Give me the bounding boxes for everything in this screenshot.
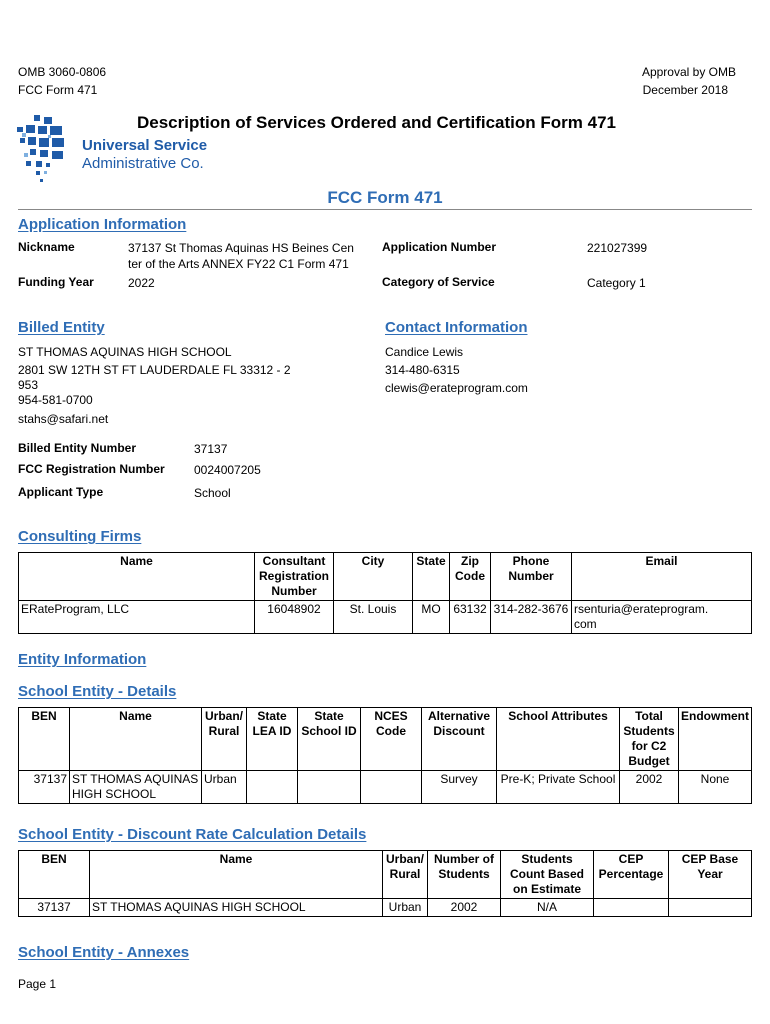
- cell-students-count-estimate: N/A: [501, 899, 594, 917]
- discount-rate-table: [18, 850, 752, 917]
- cell-name: ST THOMAS AQUINAS HIGH SCHOOL: [90, 899, 383, 917]
- cell-crn: 16048902: [255, 601, 334, 634]
- col-cep-percentage: [594, 851, 669, 899]
- funding-year-label: Funding Year: [18, 275, 94, 289]
- cell-name-line1: ST THOMAS AQUINAS: [72, 772, 199, 786]
- cell-cep-percentage: [594, 899, 669, 917]
- col-students-count-estimate: [501, 851, 594, 899]
- cell-nces-code: [361, 771, 422, 804]
- col-city: City: [334, 553, 413, 601]
- cell-school-attributes: Pre-K; Private School: [497, 771, 620, 804]
- col-crn-line1: Consultant: [262, 554, 326, 568]
- omb-number: OMB 3060-0806: [18, 65, 107, 79]
- cell-name: ERateProgram, LLC: [19, 601, 255, 634]
- table-header-row: [19, 553, 752, 601]
- cell-state: MO: [413, 601, 450, 634]
- table-header-row: [19, 851, 752, 899]
- col-urban-line1: Urban/: [385, 852, 424, 866]
- col-sid-line2: School ID: [301, 724, 357, 738]
- col-cnt-line1: Students: [521, 852, 573, 866]
- col-crn-line3: Number: [271, 584, 317, 598]
- page-number: Page 1: [18, 977, 57, 991]
- nickname-label: Nickname: [18, 240, 75, 254]
- cell-phone: 314-282-3676: [491, 601, 572, 634]
- col-number-of-students: [428, 851, 501, 899]
- nickname-value-line2: ter of the Arts ANNEX FY22 C1 Form 471: [128, 257, 349, 271]
- applicant-type-label: Applicant Type: [18, 485, 104, 499]
- frn-label: FCC Registration Number: [18, 462, 165, 476]
- col-name: Name: [70, 708, 202, 771]
- section-application-information: Application Information: [18, 216, 187, 233]
- contact-name: Candice Lewis: [385, 345, 464, 359]
- section-contact-information: Contact Information: [385, 319, 528, 336]
- category-label: Category of Service: [382, 275, 495, 289]
- col-nces-line2: Code: [376, 724, 406, 738]
- nickname-value-line1: 37137 St Thomas Aquinas HS Beines Cen: [128, 241, 354, 255]
- cell-name: [70, 771, 202, 804]
- section-entity-information: Entity Information: [18, 651, 147, 668]
- cell-number-of-students: 2002: [428, 899, 501, 917]
- cell-name-line2: HIGH SCHOOL: [72, 787, 157, 801]
- col-ben: BEN: [19, 708, 70, 771]
- table-header-row: [19, 708, 752, 771]
- col-zip-line1: Zip: [461, 554, 479, 568]
- applicant-type-value: School: [194, 486, 231, 500]
- form-number: FCC Form 471: [18, 83, 98, 97]
- col-alt-line1: Alternative: [427, 709, 491, 723]
- approval-date: December 2018: [642, 83, 728, 97]
- cell-alternative-discount: Survey: [422, 771, 497, 804]
- cell-city: St. Louis: [334, 601, 413, 634]
- col-cep-line1: CEP: [618, 852, 644, 866]
- table-row: [19, 899, 752, 917]
- col-cepb-line2: Year: [697, 867, 723, 881]
- col-name: Name: [90, 851, 383, 899]
- col-cepb-line1: CEP Base: [681, 852, 739, 866]
- frn-value: 0024007205: [194, 463, 261, 477]
- cell-state-lea-id: [247, 771, 298, 804]
- col-ben: BEN: [19, 851, 90, 899]
- billed-entity-address-line2: 953: [18, 378, 39, 392]
- section-school-entity-details: School Entity - Details: [18, 683, 177, 700]
- ben-value: 37137: [194, 442, 228, 456]
- col-sid-line1: State: [314, 709, 344, 723]
- table-row: [19, 771, 752, 804]
- logo-line1: Universal Service: [82, 137, 208, 154]
- col-lea-line2: LEA ID: [252, 724, 292, 738]
- usac-logo-mark: [14, 113, 84, 187]
- col-total-line3: for C2: [631, 739, 667, 753]
- col-num-line1: Number of: [434, 852, 494, 866]
- billed-entity-name: ST THOMAS AQUINAS HIGH SCHOOL: [18, 345, 232, 359]
- ben-label: Billed Entity Number: [18, 441, 137, 455]
- cell-email-line2: com: [574, 617, 597, 631]
- col-phone-line2: Number: [508, 569, 554, 583]
- col-num-line2: Students: [438, 867, 490, 881]
- col-nces-code: [361, 708, 422, 771]
- cell-state-school-id: [298, 771, 361, 804]
- cell-zip: 63132: [450, 601, 491, 634]
- approval-label: Approval by OMB: [641, 65, 736, 79]
- cell-ben: 37137: [19, 771, 70, 804]
- col-cnt-line2: Count Based: [509, 867, 584, 881]
- col-total-line1: Total: [635, 709, 663, 723]
- logo-line2: Administrative Co.: [82, 155, 204, 172]
- cell-urban-rural: Urban: [383, 899, 428, 917]
- col-name: Name: [19, 553, 255, 601]
- col-crn-line2: Registration: [258, 569, 329, 583]
- col-phone-line1: Phone: [512, 554, 550, 568]
- col-nces-line1: NCES: [374, 709, 408, 723]
- application-number-label: Application Number: [382, 240, 497, 254]
- col-urban-line2: Rural: [208, 724, 240, 738]
- col-urban-line2: Rural: [389, 867, 421, 881]
- col-state-lea-id: [247, 708, 298, 771]
- category-value: Category 1: [587, 276, 646, 290]
- col-cep-base-year: [669, 851, 752, 899]
- section-consulting-firms: Consulting Firms: [18, 528, 142, 545]
- col-total-line4: Budget: [628, 754, 670, 768]
- school-details-table: [18, 707, 752, 804]
- col-total-students: [620, 708, 679, 771]
- billed-entity-email: stahs@safari.net: [18, 412, 109, 426]
- col-alternative-discount: [422, 708, 497, 771]
- col-school-attributes: School Attributes: [497, 708, 620, 771]
- consulting-firms-table: [18, 552, 752, 634]
- cell-endowment: None: [679, 771, 752, 804]
- col-urban-rural: [383, 851, 428, 899]
- document-title: Description of Services Ordered and Certification Form 471: [137, 113, 616, 132]
- form-heading: FCC Form 471: [327, 188, 443, 207]
- col-phone: [491, 553, 572, 601]
- col-state: State: [413, 553, 450, 601]
- col-lea-line1: State: [257, 709, 287, 723]
- usac-logo: [14, 113, 214, 187]
- col-zip: [450, 553, 491, 601]
- funding-year-value: 2022: [128, 276, 155, 290]
- table-row: [19, 601, 752, 634]
- billed-entity-address-line1: 2801 SW 12TH ST FT LAUDERDALE FL 33312 - 2: [18, 363, 291, 377]
- section-billed-entity: Billed Entity: [18, 319, 105, 336]
- col-zip-line2: Code: [455, 569, 485, 583]
- section-discount-rate: School Entity - Discount Rate Calculation Details: [18, 826, 367, 843]
- cell-ben: 37137: [19, 899, 90, 917]
- col-urban-line1: Urban/: [204, 709, 243, 723]
- cell-urban-rural: Urban: [202, 771, 247, 804]
- cell-email: [572, 601, 752, 634]
- col-alt-line2: Discount: [433, 724, 485, 738]
- header-divider: [18, 209, 752, 210]
- col-endowment: Endowment: [679, 708, 752, 771]
- col-cnt-line3: on Estimate: [512, 882, 581, 896]
- contact-phone: 314-480-6315: [385, 363, 460, 377]
- col-state-school-id: [298, 708, 361, 771]
- col-urban-rural: [202, 708, 247, 771]
- col-email: Email: [572, 553, 752, 601]
- billed-entity-phone: 954-581-0700: [18, 393, 93, 407]
- contact-email: clewis@erateprogram.com: [385, 381, 528, 395]
- section-school-entity-annexes: School Entity - Annexes: [18, 944, 190, 961]
- col-cep-line2: Percentage: [598, 867, 664, 881]
- cell-cep-base-year: [669, 899, 752, 917]
- cell-total-students: 2002: [620, 771, 679, 804]
- col-consultant-registration: [255, 553, 334, 601]
- col-total-line2: Students: [623, 724, 675, 738]
- cell-email-line1: rsenturia@erateprogram.: [574, 602, 709, 616]
- application-number-value: 221027399: [587, 241, 648, 255]
